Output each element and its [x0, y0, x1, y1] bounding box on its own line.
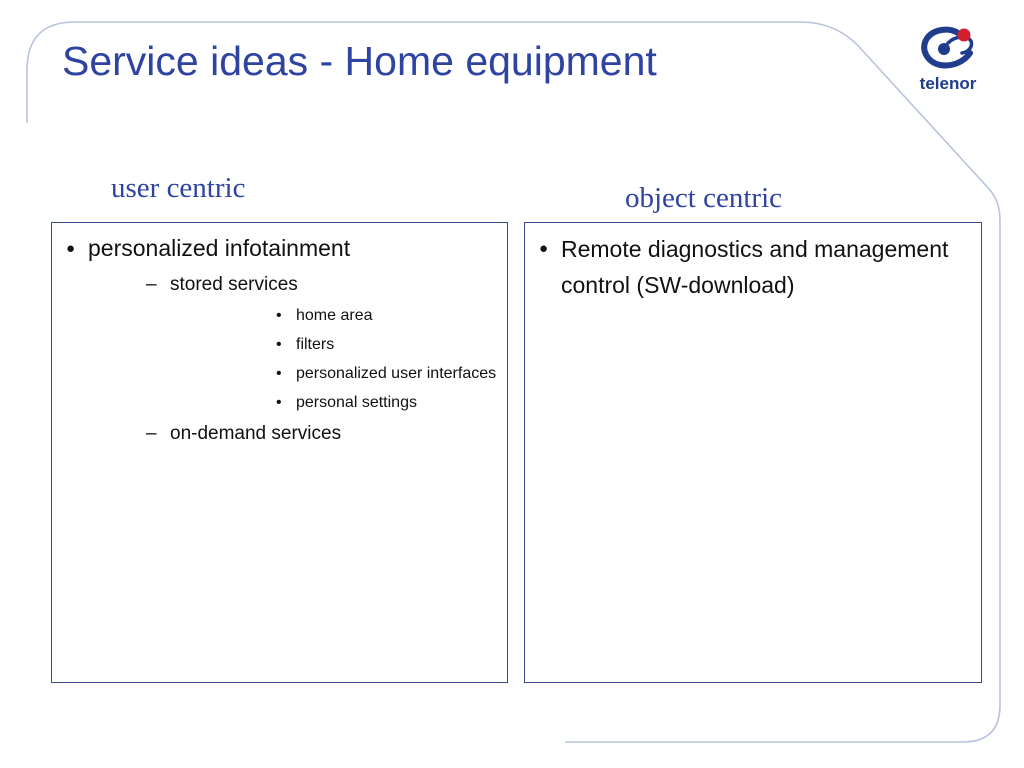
sub-list	[88, 271, 507, 448]
object-centric-label: object centric	[625, 182, 782, 214]
sub-sub-list	[170, 304, 507, 415]
list-item	[525, 231, 981, 303]
bullet-dot: ●	[539, 240, 549, 257]
sub-list-item-text: on-demand services	[170, 423, 342, 444]
sub-sub-list-item	[170, 304, 507, 328]
sub-sub-list-item	[170, 333, 507, 357]
sub-list-item	[88, 420, 507, 448]
bullet-small: •	[276, 307, 282, 324]
bullet-small: •	[276, 336, 282, 353]
sub-sub-list-item-text: personalized user interfaces	[296, 365, 497, 382]
sub-list-item	[88, 271, 507, 415]
bullet-dash: –	[146, 274, 157, 295]
user-centric-label: user centric	[111, 172, 246, 204]
user-centric-box	[51, 222, 508, 683]
bullet-dot: ●	[66, 240, 76, 257]
telenor-logo	[910, 26, 986, 96]
object-centric-box	[524, 222, 982, 683]
bullet-small: •	[276, 394, 282, 411]
bullet-dash: –	[146, 423, 157, 444]
slide-title: Service ideas - Home equipment	[62, 38, 657, 84]
list-item-text: Remote diagnostics and management control (SW-download)	[561, 236, 949, 298]
logo-wordmark: telenor	[919, 74, 977, 93]
user-centric-list	[52, 231, 507, 448]
list-item	[52, 231, 507, 448]
telenor-logo-icon	[918, 26, 978, 72]
list-item-text: personalized infotainment	[88, 235, 351, 261]
sub-sub-list-item	[170, 362, 507, 386]
bullet-small: •	[276, 365, 282, 382]
sub-sub-list-item-text: personal settings	[296, 394, 417, 411]
sub-list-item-text: stored services	[170, 274, 298, 295]
sub-sub-list-item-text: home area	[296, 307, 373, 324]
sub-sub-list-item	[170, 391, 507, 415]
sub-sub-list-item-text: filters	[296, 336, 335, 353]
object-centric-list	[525, 231, 981, 303]
